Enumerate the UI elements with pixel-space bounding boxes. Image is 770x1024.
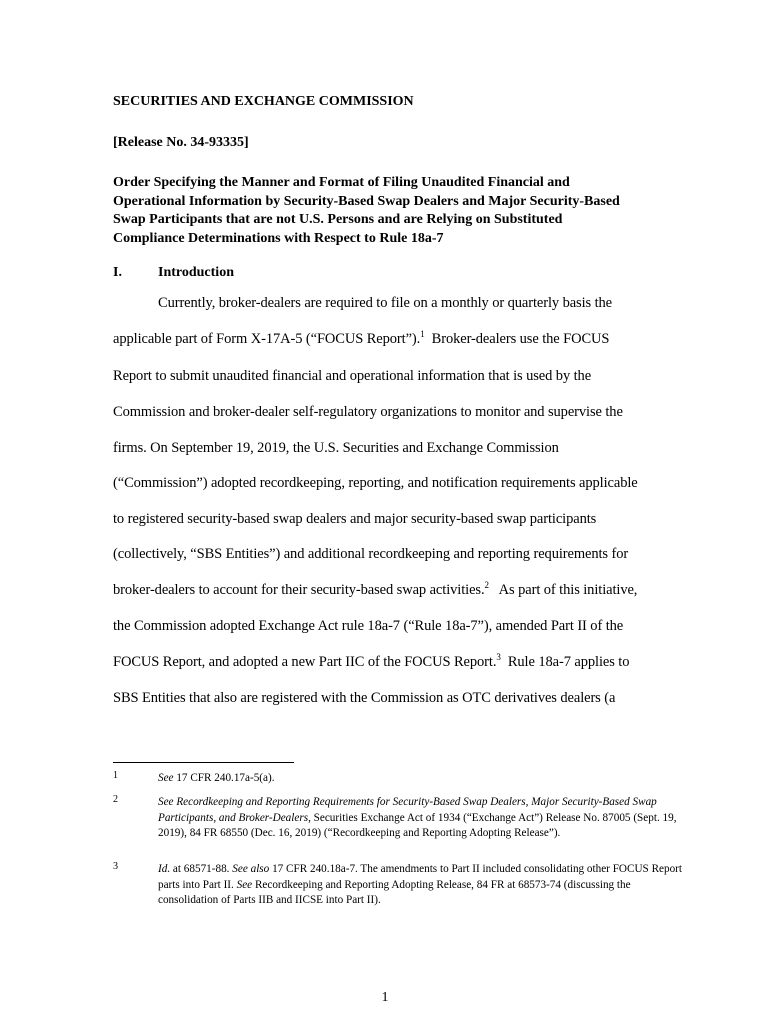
body-line: (collectively, “SBS Entities”) and additional recordkeeping and reporting requirements for — [113, 546, 629, 562]
footnote-ref[interactable]: 2 — [484, 580, 489, 590]
body-line: applicable part of Form X-17A-5 (“FOCUS Report”).$^1$ Broker-dealers use the FOCUS — [113, 329, 610, 347]
agency-heading: SECURITIES AND EXCHANGE COMMISSION — [113, 94, 414, 109]
body-line: (“Commission”) adopted recordkeeping, reporting, and notification requirements applicable — [113, 475, 638, 491]
footnote-2: See Recordkeeping and Reporting Requirements for Security-Based Swap Dealers, Major Security-Based Swap Participants, and Broker-Dealers, Securities Exchange Act of 1934 (“Exchange Act”) Release No. 87005 (Sept. 19, 2019), 84 FR 68550 (Dec. 16, 2019) (“Recordkeeping and Reporting Adopting Release”). — [158, 796, 677, 839]
footnote-divider — [113, 762, 294, 763]
body-line: the Commission adopted Exchange Act rule 18a-7 (“Rule 18a-7”), amended Part II of the — [113, 618, 624, 634]
page-number: 1 — [381, 990, 389, 1005]
body-line: firms. On September 19, 2019, the U.S. Securities and Exchange Commission — [113, 440, 559, 456]
body-line: to registered security-based swap dealers and major security-based swap participants — [113, 511, 597, 527]
release-number: [Release No. 34-93335] — [113, 135, 249, 150]
body-line: Currently, broker-dealers are required to file on a monthly or quarterly basis the — [158, 295, 613, 311]
body-line: Commission and broker-dealer self-regulatory organizations to monitor and supervise the — [113, 404, 623, 420]
title-line: Operational Information by Security-Based Swap Dealers and Major Security-Based — [113, 194, 620, 209]
body-line: broker-dealers to account for their security-based swap activities.$^2$ As part of this initiative, — [113, 580, 638, 598]
footnote-number: 2 — [113, 794, 118, 805]
footnote-ref[interactable]: 1 — [420, 329, 425, 339]
title-line: Compliance Determinations with Respect to Rule 18a-7 — [113, 231, 444, 246]
title-line: Swap Participants that are not U.S. Persons and are Relying on Substituted — [113, 212, 563, 227]
footnote-number: 3 — [113, 861, 118, 872]
title-line: Order Specifying the Manner and Format of Filing Unaudited Financial and — [113, 175, 570, 190]
footnote-ref[interactable]: 3 — [496, 652, 501, 662]
footnote-3: Id. at 68571-88. See also 17 CFR 240.18a-7. The amendments to Part II included consolidating other FOCUS Report parts into Part II. See Recordkeeping and Reporting Adopting Release, 84 FR at 68573-74 (discussing the consolidation of Parts IIB and IICSE into Part II). — [158, 863, 683, 906]
footnote-number: 1 — [113, 770, 118, 781]
body-line: FOCUS Report, and adopted a new Part IIC of the FOCUS Report.$^3$ Rule 18a-7 applies to — [113, 652, 630, 670]
section-number: I. — [113, 265, 122, 280]
section-heading: Introduction — [158, 265, 234, 280]
body-line: Report to submit unaudited financial and operational information that is used by the — [113, 368, 592, 384]
footnote-1: See 17 CFR 240.17a-5(a). — [158, 772, 275, 784]
body-line: SBS Entities that also are registered with the Commission as OTC derivatives dealers (a — [113, 690, 616, 706]
